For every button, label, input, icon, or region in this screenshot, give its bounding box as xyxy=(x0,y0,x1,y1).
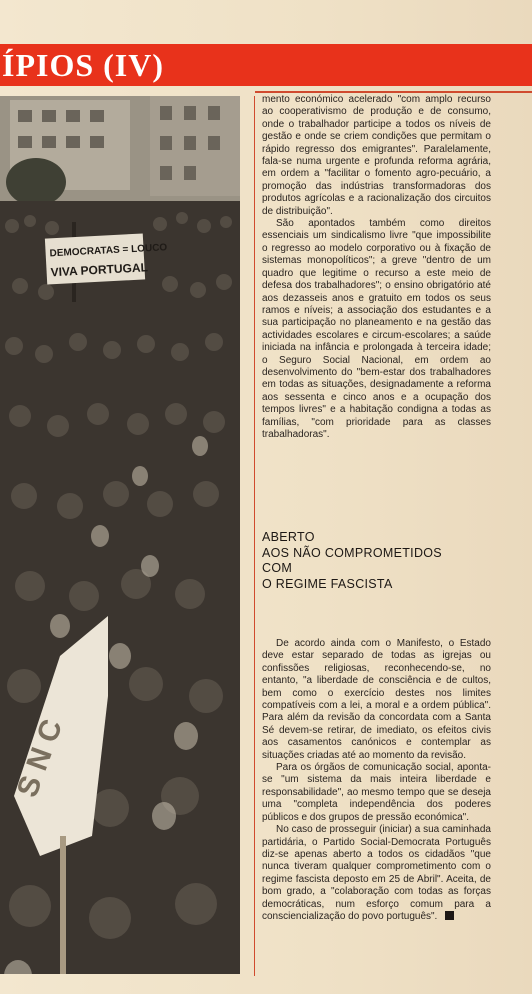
crowd-photo-drawing xyxy=(0,96,240,974)
heading-line: ABERTO xyxy=(262,530,315,544)
column-divider xyxy=(254,96,255,976)
heading-line: COM xyxy=(262,561,293,576)
paragraph: São apontados também como direitos essenciais um sindicalismo livre "que impossibilite o regresso ao modelo corporativo ou à fixação de sistemas monopolíticos"; a greve "dentro de um quadro que legitime o recurso a este meio de defesa dos trabalhadores"; o ensino obrigatório até aos dezasseis anos e gratuito em todos os seus ramos e níveis; a associação dos estudantes e a sua participação no planeamento e na gestão das actividades escolares e circum-escolares; a saúde iniciada na infância e prolongada à terceira idade; o Seguro Social Nacional, em ordem ao desenvolvimento do "bem-estar dos trabalhadores em todas as situações, designadamente a reforma aos sessenta e cinco anos e a ocupação dos tempos livres" e a habitação condigna a todas as famílias, "com prioridade para as classes trabalhadoras". xyxy=(262,218,491,440)
flag-text: S N C xyxy=(10,715,70,802)
banner-line-1: DEMOCRATAS = LOUCO xyxy=(49,242,168,260)
heading-line: AOS NÃO COMPROMETIDOS xyxy=(262,545,442,560)
banner-line-2: VIVA PORTUGAL xyxy=(50,260,149,280)
heading-line: O REGIME FASCISTA xyxy=(262,576,393,591)
paragraph: Para os órgãos de comunicação social, aponta-se "um sistema da mais inteira liberdade e responsabilidade", ao mesmo tempo que se deseja uma "completa independência dos poderes públicos e dos grupos de pressão económica". xyxy=(262,762,491,823)
column-top-rule xyxy=(255,91,532,93)
paragraph-last xyxy=(262,824,491,923)
tree xyxy=(6,158,66,206)
paragraph-text: No caso de prosseguir (iniciar) a sua caminhada partidária, o Partido Social-Democrata Português diz-se apenas aberto a todos os cidadãos "que nunca tiveram qualquer comprometimento com o regime fascista deposto em 25 de Abril". Aceita, de bom grado, a "colaboração com todas as forças democráticas, num esforço comum para a consciencialização do povo português". xyxy=(262,824,491,922)
paragraph: De acordo ainda com o Manifesto, o Estado deve estar separado de todas as igrejas ou confissões religiosas, reconhecendo-se, no entanto, "a liberdade de consciência e de cultos, bem como o exercício destes nos limites compatíveis com a lei, a moral e a ordem pública". Para além da revisão da concordata com a Santa Sé devem-se retirar, de imediato, os efeitos civis aos casamentos canónicos e contemplar as situações criadas até ao momento da revisão. xyxy=(262,638,491,761)
crowd-photo xyxy=(0,96,240,974)
section-heading xyxy=(262,530,492,592)
page-title: ÍPIOS (IV) xyxy=(2,47,165,83)
article-column-bottom xyxy=(262,638,491,923)
article-column-top xyxy=(262,94,491,441)
paragraph: mento económico acelerado "com amplo recurso ao cooperativismo de produção e de consumo, onde o trabalhador participe a todos os níveis de gestão e onde se criem condições que permitam o rápido regresso dos emigrantes". Paralelamente, fala-se numa urgente e profunda reforma agrária, em ordem a "facilitar o fomento agro-pecuário, a promoção das indústrias transformadoras dos produtos agrícolas e a racionalização dos circuitos de distribuição". xyxy=(262,94,491,217)
end-of-article-mark xyxy=(445,911,454,920)
